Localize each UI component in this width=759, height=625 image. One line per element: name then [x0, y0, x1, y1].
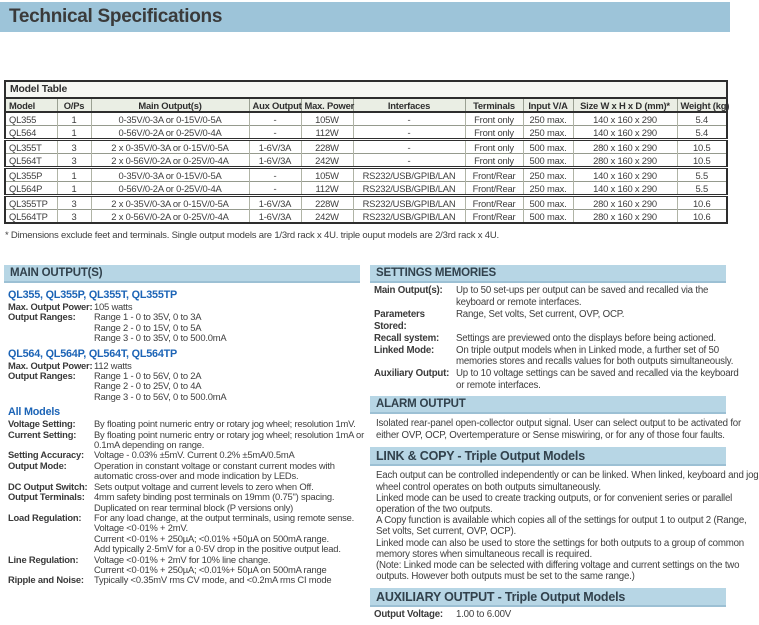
table-cell: 10.5 [677, 154, 727, 168]
spec-label: Max. Output Power: [8, 301, 93, 312]
spec-value [94, 555, 360, 576]
spec-line: Range 1 - 0 to 56V, 0 to 2A [94, 370, 202, 382]
section-header: SETTINGS MEMORIES [370, 265, 726, 283]
spec-section [370, 447, 759, 584]
spec-section [370, 588, 726, 621]
table-cell: Front only [465, 140, 523, 154]
table-row [5, 154, 727, 168]
section-header: AUXILIARY OUTPUT - Triple Output Models [370, 588, 726, 607]
table-cell: 280 x 160 x 290 [573, 140, 677, 154]
table-cell: 280 x 160 x 290 [573, 154, 677, 168]
spec-label: Main Output(s): [374, 285, 443, 296]
model-table-caption-row [5, 81, 727, 98]
paragraph-line: either OVP, OCP, Overtemperature or Sense miswiring, or for any of those four faults. [376, 429, 725, 441]
spec-label: Load Regulation: [8, 511, 82, 523]
spec-label: Output Ranges: [8, 311, 76, 323]
table-cell: 250 max. [523, 168, 573, 182]
spec-line: Voltage <0·01% + 2mV for 10% line change. [94, 553, 271, 565]
spec-label: Output Terminals: [8, 491, 85, 503]
table-cell: 5.5 [677, 182, 727, 196]
table-cell: 0-56V/0-2A or 0-25V/0-4A [91, 182, 249, 196]
right-column [370, 265, 759, 625]
section-paragraph [374, 468, 759, 584]
spec-value [456, 609, 726, 621]
spec-row [374, 344, 734, 369]
table-cell: QL355T [5, 140, 57, 154]
table-cell: - [353, 154, 465, 168]
table-cell: 1 [57, 126, 91, 140]
paragraph-line: (Note: Linked mode can be selected with differing voltage and current settings on the two [376, 559, 740, 571]
spec-line: Voltage - 0.03% ±5mV. Current 0.2% ±5mA/0.5mA [94, 449, 295, 461]
spec-label: Output Mode: [8, 459, 67, 471]
spec-value [94, 371, 360, 402]
column-header: Max. Power [301, 98, 353, 112]
section-paragraph [374, 416, 742, 443]
spec-line: Sets output voltage and current levels to zero when Off. [94, 480, 314, 492]
spec-line: Voltage <0·01% + 2mV. [94, 522, 188, 534]
paragraph-line: Isolated rear-panel open-collector output signal. User can select output to be activated for [376, 418, 742, 430]
spec-label: Voltage Setting: [8, 418, 76, 430]
table-cell: 2 x 0-35V/0-3A or 0-15V/0-5A [91, 140, 249, 154]
table-cell: 0-35V/0-3A or 0-15V/0-5A [91, 112, 249, 126]
spec-label: Ripple and Noise: [8, 574, 84, 586]
spec-line: 112 watts [94, 359, 132, 371]
table-cell: 3 [57, 210, 91, 224]
table-cell: 1-6V/3A [249, 196, 301, 210]
table-cell: QL564 [5, 126, 57, 140]
table-cell: - [353, 112, 465, 126]
table-cell: 140 x 160 x 290 [573, 182, 677, 196]
spec-row [374, 333, 726, 345]
table-cell: 250 max. [523, 112, 573, 126]
spec-value [94, 430, 364, 451]
spec-line: Up to 10 voltage settings can be saved and recalled via the keyboard [456, 368, 739, 380]
table-cell: 1 [57, 182, 91, 196]
spec-row [8, 428, 364, 451]
column-header: Weight (kg) [677, 98, 727, 112]
table-footnote: * Dimensions exclude feet and terminals. Single output models are 1/3rd rack x 4U. triple ouput models are 2/3rd rack x 4U. [5, 230, 499, 241]
page-title: Technical Specifications [9, 6, 223, 27]
table-cell: 242W [301, 154, 353, 168]
table-cell: - [353, 126, 465, 140]
table-cell: Front/Rear [465, 168, 523, 182]
table-cell: 228W [301, 196, 353, 210]
spec-row [374, 609, 726, 621]
spec-value [456, 285, 726, 309]
spec-row [8, 513, 360, 555]
spec-line: Range 2 - 0 to 25V, 0 to 4A [94, 380, 202, 392]
table-cell: Front/Rear [465, 210, 523, 224]
table-cell: 140 x 160 x 290 [573, 112, 677, 126]
table-cell: Front/Rear [465, 196, 523, 210]
spec-value [94, 513, 360, 555]
column-header: Size W x H x D (mm)* [573, 98, 677, 112]
spec-line: Up to 50 set-ups per output can be saved and recalled via the [456, 285, 709, 296]
spec-section [370, 396, 742, 443]
paragraph-line: Linked mode can also be used to store the settings for both outputs to a group of common [376, 537, 744, 549]
table-cell: 280 x 160 x 290 [573, 196, 677, 210]
spec-line: Range, Set volts, Set current, OVP, OCP. [456, 308, 625, 320]
spec-line: 4mm safety binding post terminals on 19mm (0.75") spacing. [94, 491, 335, 503]
table-row [5, 210, 727, 224]
table-cell: - [249, 112, 301, 126]
spec-line: Range 3 - 0 to 56V, 0 to 500.0mA [94, 390, 227, 402]
section-header: ALARM OUTPUT [370, 396, 726, 414]
table-row [5, 168, 727, 182]
paragraph-line: Set volts, Set current, OVP, OCP). [376, 526, 517, 538]
column-header: Aux Output [249, 98, 301, 112]
spec-section [4, 265, 364, 586]
table-cell: - [249, 168, 301, 182]
model-table-body [5, 112, 727, 223]
spec-value [456, 368, 739, 392]
table-cell: 250 max. [523, 182, 573, 196]
spec-label: Current Setting: [8, 428, 77, 440]
table-cell: 500 max. [523, 210, 573, 224]
table-row [5, 112, 727, 126]
table-row [5, 182, 727, 196]
spec-value [94, 492, 360, 513]
spec-line: Settings are previewed onto the displays before being actioned. [456, 332, 716, 344]
table-cell: 5.5 [677, 168, 727, 182]
table-cell: 1 [57, 168, 91, 182]
section-body [370, 466, 759, 584]
table-row [5, 196, 727, 210]
table-cell: 2 x 0-35V/0-3A or 0-15V/0-5A [91, 196, 249, 210]
spec-line: Range 1 - 0 to 35V, 0 to 3A [94, 311, 202, 323]
spec-label: Auxiliary Output: [374, 368, 450, 380]
column-header: Terminals [465, 98, 523, 112]
paragraph-line: A Copy function is available which copies all of the settings for output 1 to output 2 (Range, [376, 515, 747, 527]
section-body [370, 283, 739, 392]
spec-line: Add typically 2·5mV for a 0·5V drop in the positive output lead. [94, 543, 341, 555]
table-cell: Front only [465, 112, 523, 126]
table-cell: 10.6 [677, 196, 727, 210]
paragraph-line: Each output can be controlled independently or can be linked. When linked, keyboard and jog [376, 470, 759, 482]
spec-row [8, 575, 360, 585]
column-header: Main Output(s) [91, 98, 249, 112]
spec-line: Typically <0.35mV rms CV mode, and <0.2mA rms CI mode [94, 574, 332, 586]
table-cell: RS232/USB/GPIB/LAN [353, 196, 465, 210]
column-header: Model [5, 98, 57, 112]
column-header: O/Ps [57, 98, 91, 112]
spec-value [456, 333, 726, 345]
spec-line: Duplicated on rear terminal block (P versions only) [94, 501, 294, 513]
table-cell: 112W [301, 126, 353, 140]
spec-line: keyboard or remote interfaces. [456, 296, 582, 308]
table-cell: 3 [57, 154, 91, 168]
table-cell: 242W [301, 210, 353, 224]
table-cell: 1-6V/3A [249, 154, 301, 168]
table-cell: 1-6V/3A [249, 140, 301, 154]
group-heading: QL355, QL355P, QL355T, QL355TP [8, 289, 178, 301]
paragraph-line: operation of the two outputs. [376, 503, 493, 515]
spec-line: Range 2 - 0 to 15V, 0 to 5A [94, 321, 202, 333]
table-cell: 3 [57, 196, 91, 210]
spec-value [456, 309, 726, 321]
table-cell: 1-6V/3A [249, 210, 301, 224]
paragraph-line: wheel control operates on both outputs simultaneously. [376, 481, 601, 493]
page-title-banner [0, 2, 730, 32]
spec-value [94, 312, 360, 343]
spec-value [456, 345, 733, 369]
model-table-caption: Model Table [5, 81, 727, 98]
spec-line: automatic cross-over and mode indication by LEDs. [94, 470, 299, 482]
table-cell: 5.4 [677, 112, 727, 126]
table-cell: - [249, 182, 301, 196]
spec-section [370, 265, 739, 392]
spec-value [94, 461, 360, 482]
table-cell: 280 x 160 x 290 [573, 210, 677, 224]
table-cell: 500 max. [523, 140, 573, 154]
spec-line: Range 3 - 0 to 35V, 0 to 500.0mA [94, 332, 227, 344]
spec-label: Linked Mode: [374, 344, 435, 356]
spec-line: 1.00 to 6.00V [456, 609, 512, 621]
table-cell: Front only [465, 126, 523, 140]
table-cell: QL355TP [5, 196, 57, 210]
table-cell: 140 x 160 x 290 [573, 126, 677, 140]
spec-row [8, 492, 360, 513]
column-header: Interfaces [353, 98, 465, 112]
paragraph-line: memory stores when simultaneous recall is required. [376, 548, 592, 560]
spec-row [374, 285, 726, 309]
spec-label: Line Regulation: [8, 553, 79, 565]
table-cell: 5.4 [677, 126, 727, 140]
left-column [4, 265, 364, 625]
table-cell: RS232/USB/GPIB/LAN [353, 168, 465, 182]
table-cell: 0-35V/0-3A or 0-15V/0-5A [91, 168, 249, 182]
spec-line: Operation in constant voltage or constant current modes with [94, 459, 335, 471]
table-cell: QL564T [5, 154, 57, 168]
group-heading: All Models [8, 406, 60, 419]
spec-line: For any load change, at the output terminals, using remote sense. [94, 511, 355, 523]
spec-label: Parameters Stored: [374, 308, 425, 332]
spec-line: memories stores and recalls values for both outputs simultaneously. [456, 356, 734, 368]
table-cell: 2 x 0-56V/0-2A or 0-25V/0-4A [91, 210, 249, 224]
spec-line: or remote interfaces. [456, 380, 541, 392]
table-row [5, 140, 727, 154]
table-cell: RS232/USB/GPIB/LAN [353, 182, 465, 196]
spec-line: 105 watts [94, 301, 133, 312]
table-cell: 228W [301, 140, 353, 154]
table-cell: - [249, 126, 301, 140]
spec-row [374, 309, 726, 333]
section-body [370, 607, 726, 621]
table-cell: 2 x 0-56V/0-2A or 0-25V/0-4A [91, 154, 249, 168]
table-cell: - [353, 140, 465, 154]
table-cell: QL564P [5, 182, 57, 196]
model-table [4, 80, 728, 224]
table-cell: RS232/USB/GPIB/LAN [353, 210, 465, 224]
table-cell: 10.5 [677, 140, 727, 154]
table-cell: 3 [57, 140, 91, 154]
paragraph-line: outputs. However both outputs must be set to the same range.) [376, 571, 635, 583]
table-cell: 500 max. [523, 196, 573, 210]
table-cell: Front/Rear [465, 182, 523, 196]
spec-label: Max. Output Power: [8, 359, 93, 371]
spec-label: Output Voltage: [374, 609, 443, 621]
spec-row [8, 461, 360, 482]
table-cell: 105W [301, 168, 353, 182]
spec-line: By floating point numeric entry or rotary jog wheel; resolution 1mV. [94, 418, 356, 430]
spec-row [8, 555, 360, 576]
group-heading: QL564, QL564P, QL564T, QL564TP [8, 347, 178, 360]
spec-line: Current <0·01% + 250µA; <0.01% +50µA on 500mA range. [94, 532, 329, 544]
model-table-header-row [5, 98, 727, 112]
table-cell: 0-56V/0-2A or 0-25V/0-4A [91, 126, 249, 140]
page [0, 2, 759, 625]
table-cell: 105W [301, 112, 353, 126]
paragraph-line: Linked mode can be used to create tracking outputs, or for convenient series or parallel [376, 492, 733, 504]
table-row [5, 126, 727, 140]
table-cell: QL355P [5, 168, 57, 182]
table-cell: 250 max. [523, 126, 573, 140]
section-body [370, 414, 742, 443]
spec-row [8, 312, 360, 343]
spec-row [8, 371, 360, 402]
spec-columns [4, 265, 759, 625]
spec-label: DC Output Switch: [8, 480, 88, 492]
table-cell: QL564TP [5, 210, 57, 224]
section-body [4, 283, 364, 586]
spec-label: Recall system: [374, 332, 440, 344]
table-cell: 10.6 [677, 210, 727, 224]
spec-line: On triple output models when in Linked mode, a further set of 50 [456, 344, 719, 356]
spec-label: Setting Accuracy: [8, 449, 84, 461]
spec-row [374, 368, 739, 392]
table-cell: 140 x 160 x 290 [573, 168, 677, 182]
spec-line: Current <0·01% + 250µA; <0.01%+ 50µA on 500mA range [94, 563, 327, 575]
table-cell: 500 max. [523, 154, 573, 168]
section-header: LINK & COPY - Triple Output Models [370, 447, 726, 466]
spec-label: Output Ranges: [8, 370, 76, 382]
section-header: MAIN OUTPUT(S) [4, 265, 360, 283]
table-cell: 1 [57, 112, 91, 126]
spec-line: 0.1mA depending on range. [94, 439, 205, 451]
table-cell: 112W [301, 182, 353, 196]
spec-line: By floating point numeric entry or rotary jog wheel; resolution 1mA or [94, 428, 364, 440]
table-cell: Front only [465, 154, 523, 168]
table-cell: QL355 [9, 113, 37, 125]
spec-value [94, 575, 360, 585]
column-header: Input V/A [523, 98, 573, 112]
